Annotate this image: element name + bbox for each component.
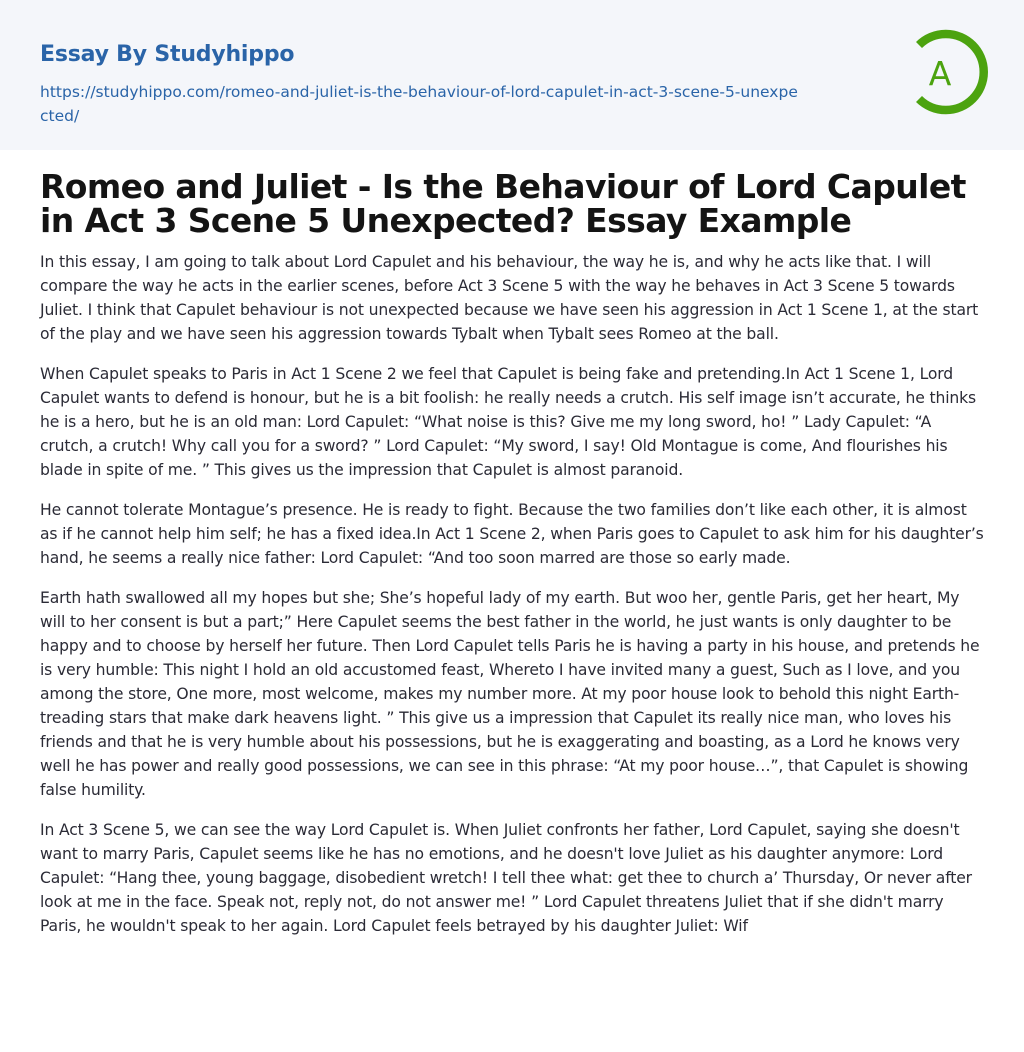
article [0,150,1024,994]
page-title: Romeo and Juliet - Is the Behaviour of Lord Capulet in Act 3 Scene 5 Unexpected? Essay Example [40,167,966,240]
source-url-link[interactable]: https://studyhippo.com/romeo-and-juliet-is-the-behaviour-of-lord-capulet-in-act-3-scene-5-unexpected/ [40,83,798,125]
essay-paragraph: He cannot tolerate Montague’s presence. He is ready to fight. Because the two families don’t like each other, it is almost as if he cannot help him self; he has a fixed idea.In Act 1 Scene 2, when Paris goes to Capulet to ask him for his daughter’s hand, he seems a really nice father: Lord Capulet: “And too soon marred are those so early made. [40,501,984,567]
site-brand: Essay By Studyhippo [40,42,295,67]
studyhippo-logo-icon[interactable] [910,28,988,116]
essay-paragraph: In Act 3 Scene 5, we can see the way Lord Capulet is. When Juliet confronts her father, Lord Capulet, saying she doesn't want to marry Paris, Capulet seems like he has no emotions, and he doesn't love Juliet as his daughter anymore: Lord Capulet: “Hang thee, young baggage, disobedient wretch! I tell thee what: get thee to church a’ Thursday, Or never after look at me in the face. Speak not, reply not, do not answer me! ” Lord Capulet threatens Juliet that if she didn't marry Paris, he wouldn't speak to her again. Lord Capulet feels betrayed by his daughter Juliet: Wif [40,821,972,935]
essay-paragraph: In this essay, I am going to talk about Lord Capulet and his behaviour, the way he is, and why he acts like that. I will compare the way he acts in the earlier scenes, before Act 3 Scene 5 with the way he behaves in Act 3 Scene 5 towards Juliet. I think that Capulet behaviour is not unexpected because we have seen his aggression in Act 1 Scene 1, at the start of the play and we have seen his aggression towards Tybalt when Tybalt sees Romeo at the ball. [40,253,979,343]
site-header [0,0,1024,150]
essay-paragraph: Earth hath swallowed all my hopes but she; She’s hopeful lady of my earth. But woo her, gentle Paris, get her heart, My will to her consent is but a part;” Here Capulet seems the best father in the world, he just wants is only daughter to be happy and to choose by herself her future. Then Lord Capulet tells Paris he is having a party in his house, and pretends he is very humble: This night I hold an old accustomed feast, Whereto I have invited many a guest, Such as I love, and you among the store, One more, most welcome, makes my number more. At my poor house look to behold this night Earth-treading stars that make dark heavens light. ” This give us a impression that Capulet its really nice man, who loves his friends and that he is very humble about his possessions, but he is exaggerating and boasting, as a Lord he knows very well he has power and really good possessions, we can see in this phrase: “At my poor house…”, that Capulet is showing false humility. [40,589,980,799]
essay-paragraph: When Capulet speaks to Paris in Act 1 Scene 2 we feel that Capulet is being fake and pretending.In Act 1 Scene 1, Lord Capulet wants to defend is honour, but he is a bit foolish: he really needs a crutch. His self image isn’t accurate, he thinks he is a hero, but he is an old man: Lord Capulet: “What noise is this? Give me my long sword, ho! ” Lady Capulet: “A crutch, a crutch! Why call you for a sword? ” Lord Capulet: “My sword, I say! Old Montague is come, And flourishes his blade in spite of me. ” This gives us the impression that Capulet is almost paranoid. [40,365,976,479]
logo-letter: A [928,54,952,93]
